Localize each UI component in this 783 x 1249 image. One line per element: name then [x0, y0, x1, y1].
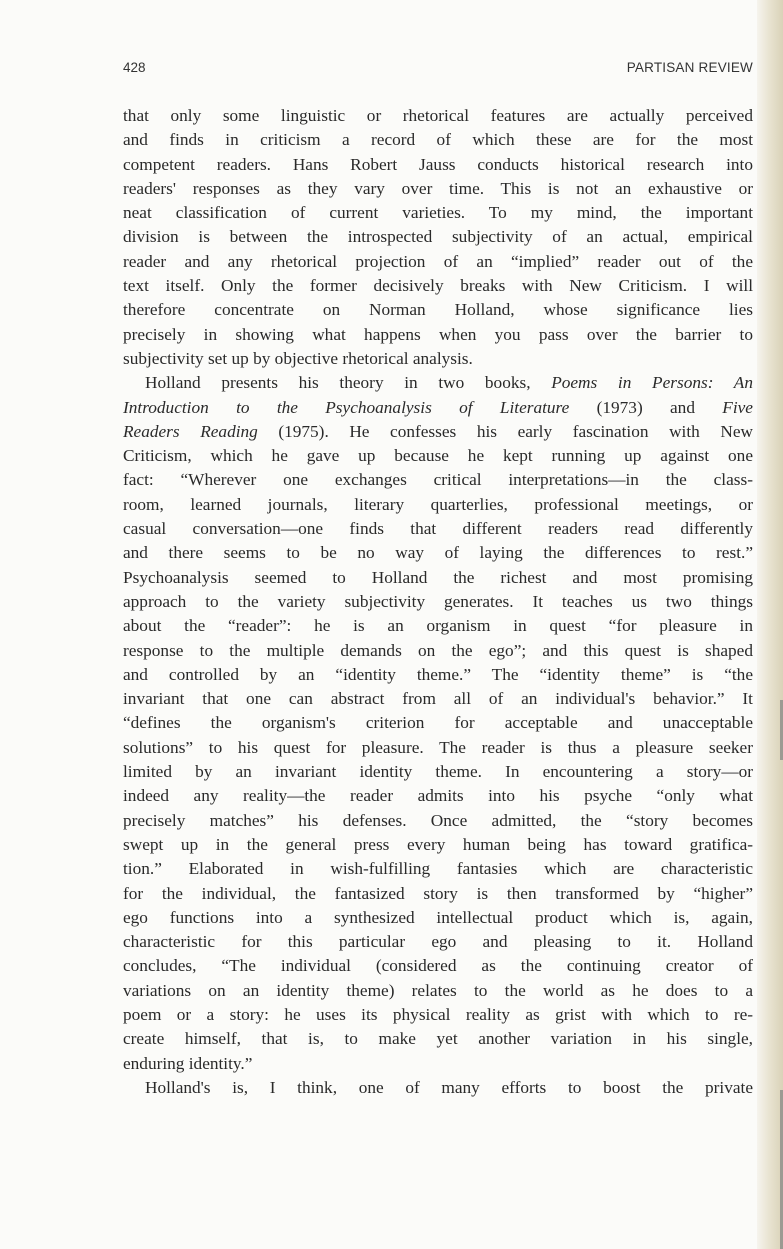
text-line: [123, 298, 753, 322]
text-line: [123, 371, 753, 395]
text-line: [123, 906, 753, 930]
text-run: that only some linguistic or rhetorical features are actually perceived: [123, 106, 753, 125]
text-run: precisely in showing what happens when you pass over the barrier to: [123, 324, 753, 344]
text-line: [123, 323, 753, 347]
page-edge-shadow: [757, 0, 783, 1249]
body-text: [123, 104, 753, 1100]
text-line: [123, 517, 753, 541]
text-line: [123, 250, 753, 274]
text-line: [123, 1027, 753, 1051]
text-line: [123, 930, 753, 954]
text-line: [123, 663, 753, 687]
text-run: variations on an identity theme) relates to the world as he does to a: [123, 980, 753, 1000]
text-line: [123, 590, 753, 614]
italic-title: Readers Reading: [123, 421, 258, 441]
text-run: characteristic for this particular ego and pleasing to it. Holland: [123, 932, 753, 952]
text-run: about the “reader”: he is an organism in quest “for pleasure in: [123, 616, 753, 636]
text-line: [123, 347, 753, 371]
text-run: division is between the introspected subjectivity of an actual, empirical: [123, 227, 753, 247]
text-line: [123, 201, 753, 225]
text-run: swept up in the general press every human being has toward gratifica-: [123, 834, 753, 854]
text-run: therefore concentrate on Norman Holland, whose significance lies: [123, 300, 753, 320]
text-run: Holland's is, I think, one of many efforts to boost the private: [145, 1077, 753, 1097]
text-run: neat classification of current varieties. To my mind, the important: [123, 203, 753, 223]
text-line: [123, 420, 753, 444]
text-line: [123, 711, 753, 735]
text-line: [123, 882, 753, 906]
text-run: tion.” Elaborated in wish-fulfilling fantasies which are characteristic: [123, 859, 753, 879]
text-run: poem or a story: he uses its physical reality as grist with which to re-: [123, 1004, 753, 1024]
page-number: 428: [123, 60, 146, 75]
text-run: reader and any rhetorical projection of an “implied” reader out of the: [123, 251, 753, 271]
text-line: [123, 274, 753, 298]
text-run: room, learned journals, literary quarterlies, professional meetings, or: [123, 494, 753, 514]
italic-title: Five: [722, 397, 753, 417]
paragraph: [123, 1076, 753, 1100]
text-run: fact: “Wherever one exchanges critical interpretations—in the class-: [123, 470, 753, 490]
text-run: (1973) and: [569, 397, 723, 417]
text-run: concludes, “The individual (considered as the continuing creator of: [123, 956, 753, 976]
text-line: [123, 566, 753, 590]
text-line: [123, 760, 753, 784]
text-line: [123, 225, 753, 249]
text-run: limited by an invariant identity theme. In encountering a story—or: [123, 762, 753, 782]
paragraph: [123, 104, 753, 371]
text-run: and there seems to be no way of laying the differences to rest.”: [123, 543, 753, 563]
text-run: competent readers. Hans Robert Jauss conducts historical research into: [123, 154, 753, 174]
text-run: “defines the organism's criterion for acceptable and unacceptable: [123, 713, 753, 733]
text-run: enduring identity.”: [123, 1053, 253, 1073]
text-line: [123, 541, 753, 565]
text-line: [123, 614, 753, 638]
text-run: Criticism, which he gave up because he kept running up against one: [123, 446, 753, 466]
text-line: [123, 639, 753, 663]
text-run: for the individual, the fantasized story is then transformed by “higher”: [123, 883, 753, 903]
italic-title: Poems in Persons: An: [551, 373, 753, 393]
text-line: [123, 857, 753, 881]
text-line: [123, 177, 753, 201]
text-run: solutions” to his quest for pleasure. The reader is thus a pleasure seeker: [123, 737, 753, 757]
text-line: [123, 444, 753, 468]
text-run: subjectivity set up by objective rhetorical analysis.: [123, 348, 473, 368]
italic-title: Introduction to the Psychoanalysis of Literature: [123, 397, 570, 417]
text-run: create himself, that is, to make yet another variation in his single,: [123, 1029, 753, 1049]
text-run: readers' responses as they vary over time. This is not an exhaustive or: [123, 178, 753, 198]
text-run: (1975). He confesses his early fascination with New: [257, 421, 753, 441]
text-run: and controlled by an “identity theme.” The “identity theme” is “the: [123, 664, 753, 684]
text-line: [123, 128, 753, 152]
text-line: [123, 979, 753, 1003]
text-run: Psychoanalysis seemed to Holland the richest and most promising: [123, 567, 753, 587]
text-line: [123, 954, 753, 978]
page-header: [123, 60, 753, 80]
text-run: ego functions into a synthesized intellectual product which is, again,: [123, 907, 753, 927]
text-line: [123, 736, 753, 760]
text-line: [123, 1003, 753, 1027]
paragraph: [123, 371, 753, 1076]
text-line: [123, 784, 753, 808]
text-line: [123, 687, 753, 711]
text-line: [123, 396, 753, 420]
text-run: indeed any reality—the reader admits into his psyche “only what: [123, 786, 753, 806]
text-run: and finds in criticism a record of which these are for the most: [123, 130, 753, 150]
text-line: [123, 1076, 753, 1100]
text-run: casual conversation—one finds that different readers read differently: [123, 519, 753, 539]
text-run: text itself. Only the former decisively breaks with New Criticism. I will: [123, 276, 753, 296]
text-line: [123, 1052, 753, 1076]
text-run: precisely matches” his defenses. Once admitted, the “story becomes: [123, 810, 753, 830]
text-run: response to the multiple demands on the ego”; and this quest is shaped: [123, 640, 753, 660]
text-run: approach to the variety subjectivity generates. It teaches us two things: [123, 591, 753, 611]
text-run: invariant that one can abstract from all of an individual's behavior.” It: [123, 689, 753, 709]
text-line: [123, 809, 753, 833]
text-line: [123, 493, 753, 517]
text-line: [123, 153, 753, 177]
text-line: [123, 468, 753, 492]
text-run: Holland presents his theory in two books,: [145, 373, 552, 393]
text-line: [123, 833, 753, 857]
running-head: PARTISAN REVIEW: [626, 60, 753, 75]
text-line: [123, 104, 753, 128]
